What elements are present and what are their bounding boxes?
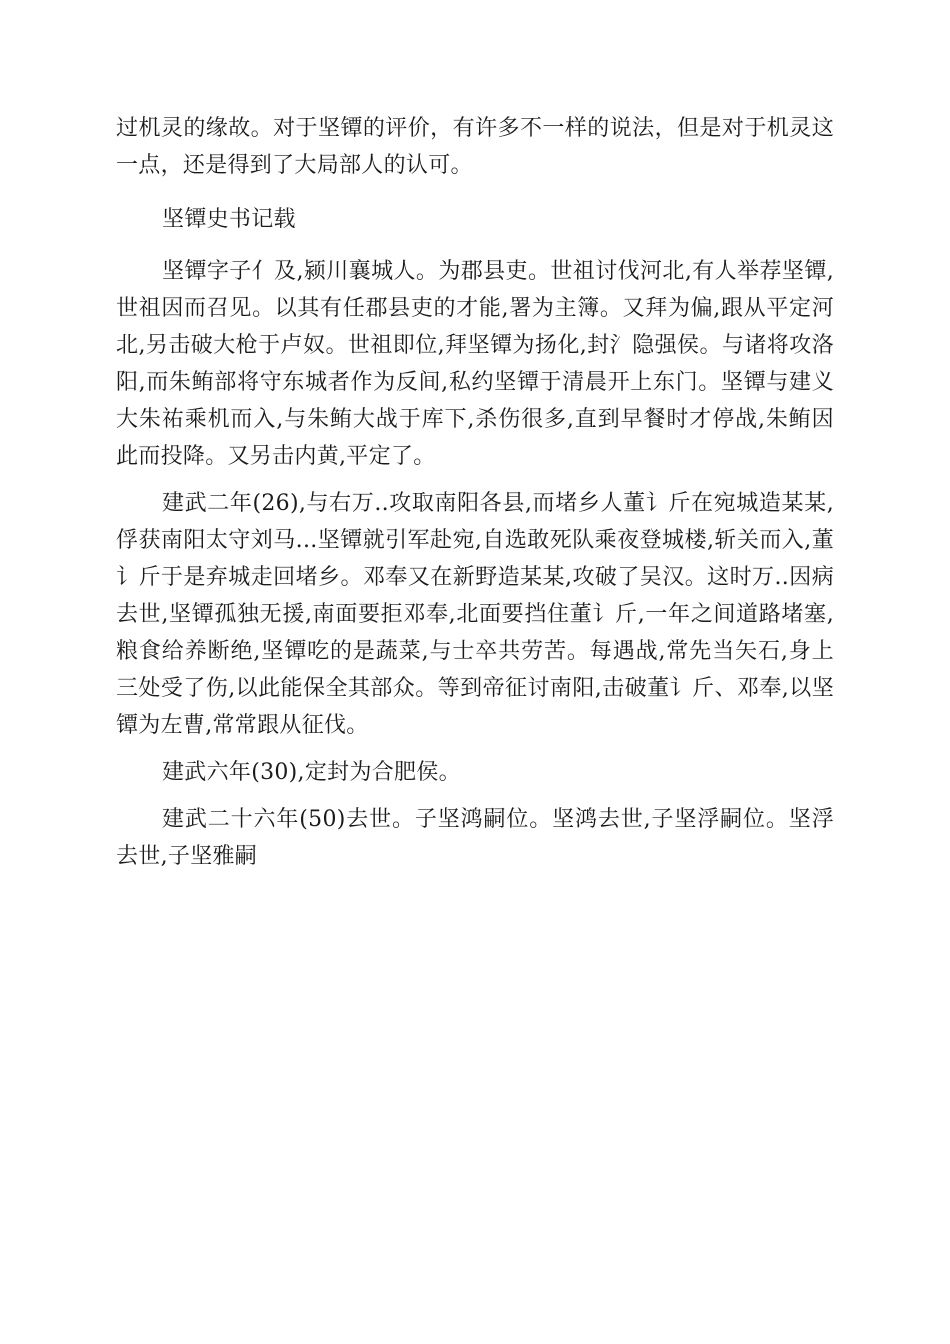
paragraph-continuation: 过机灵的缘故。对于坚镡的评价，有许多不一样的说法，但是对于机灵这一点，还是得到了大局部人的认可。 [116,116,834,178]
paragraph-jianwu-6: 建武六年(30),定封为合肥侯。 [162,760,461,785]
paragraph-biography: 坚镡字子亻及,颍川襄城人。为郡县吏。世祖讨伐河北,有人举荐坚镡,世祖因而召见。以其有任郡县吏的才能,署为主簿。又拜为偏,跟从平定河北,另击破大枪于卢奴。世祖即位,拜坚镡为扬化,封氵隐强侯。与诸将攻洛阳,而朱鲔部将守东城者作为反间,私约坚镡于清晨开上东门。坚镡与建义大朱祐乘机而入,与朱鲔大战于库下,杀伤很多,直到早餐时才停战,朱鲔因此而投降。又另击内黄,平定了。 [116,259,834,469]
section-heading: 坚镡史书记载 [162,207,296,232]
paragraph-jianwu-26: 建武二十六年(50)去世。子坚鸿嗣位。坚鸿去世,子坚浮嗣位。坚浮去世,子坚雅嗣 [116,807,834,869]
paragraph-jianwu-2: 建武二年(26),与右万..攻取南阳各县,而堵乡人董讠斤在宛城造某某,俘获南阳太守刘马...坚镡就引军赴宛,自选敢死队乘夜登城楼,斩关而入,董讠斤于是弃城走回堵乡。邓奉又在新野造某某,攻破了吴汉。这时万..因病去世,坚镡孤独无援,南面要拒邓奉,北面要挡住董讠斤,一年之间道路堵塞,粮食给养断绝,坚镡吃的是蔬菜,与士卒共劳苦。每遇战,常先当矢石,身上三处受了伤,以此能保全其部众。等到帝征讨南阳,击破董讠斤、邓奉,以坚镡为左曹,常常跟从征伐。 [116,491,834,738]
document-page [116,110,834,875]
